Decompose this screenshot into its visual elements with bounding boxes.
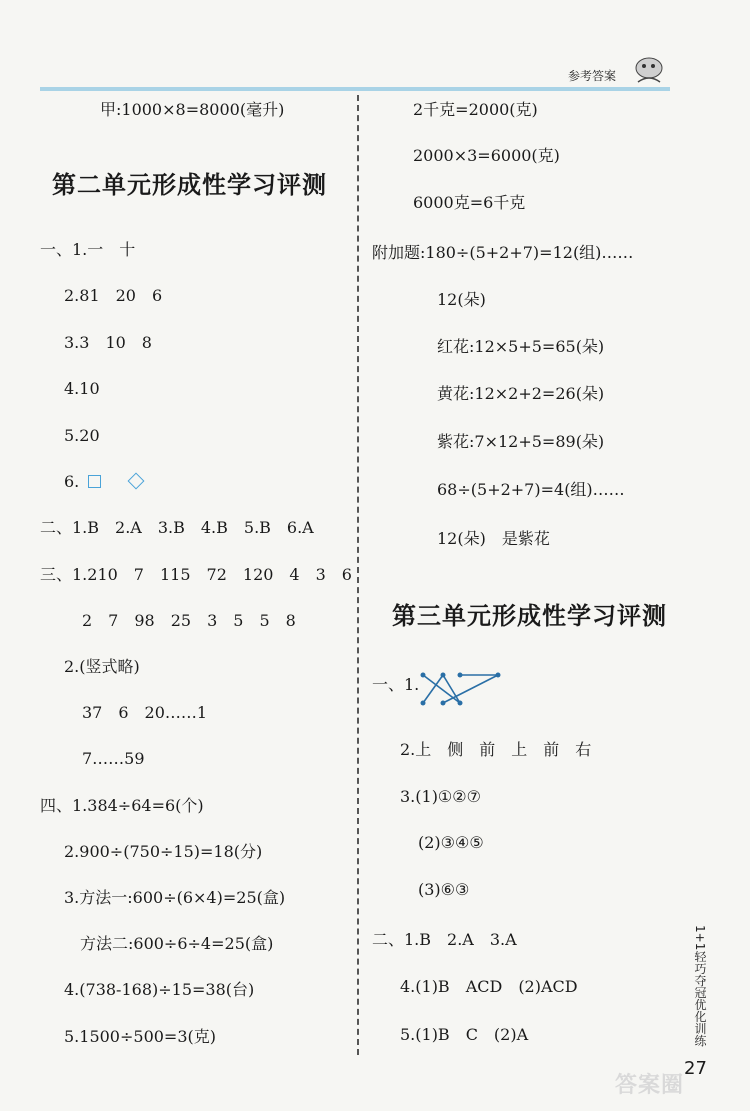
u2-s3-q2: 2.(竖式略) [64,657,140,676]
r-extra1: 附加题:180÷(5+2+7)=12(组)…… [372,243,634,262]
matching-lines-figure [418,670,504,708]
u3-s1-q3c: (3)⑥③ [418,880,470,899]
u2-s4-q5: 5.1500÷500=3(克) [64,1027,217,1046]
u3-s2-q1: 二、1.B 2.A 3.A [372,930,517,949]
u2-s1-q5: 5.20 [64,426,100,445]
r-red: 红花:12×5+5=65(朵) [437,337,605,356]
u2-s1-q4: 4.10 [64,379,100,398]
r-l2: 2000×3=6000(克) [413,146,560,165]
u3-s1-q3a: 3.(1)①②⑦ [400,787,481,806]
u2-s1-q6-label: 6. [64,472,80,491]
header-rule [40,87,670,91]
r-l3: 6000克=6千克 [413,193,526,212]
u2-s4-q2: 2.900÷(750÷15)=18(分) [64,842,263,861]
u3-s2-q4: 4.(1)B ACD (2)ACD [400,977,578,996]
u3-s1-q2: 2.上 侧 前 上 前 右 [400,740,592,759]
r-purple: 紫花:7×12+5=89(朵) [437,432,605,451]
u3-s2-q5: 5.(1)B C (2)A [400,1025,529,1044]
u2-s2: 二、1.B 2.A 3.B 4.B 5.B 6.A [40,518,314,537]
watermark: 答案圈 [615,1073,685,1098]
unit3-title: 第三单元形成性学习评测 [392,602,667,630]
u2-s4-q1: 四、1.384÷64=6(个) [40,796,204,815]
u2-s1-q1: 一、1.一 十 [40,240,136,259]
u3-s1-q3b: (2)③④⑤ [418,833,484,852]
u2-s3-q2a: 37 6 20……1 [82,703,208,722]
column-divider [357,95,359,1055]
r-l1: 2千克=2000(克) [413,100,538,119]
mascot-icon [632,56,666,86]
page-number: 27 [684,1058,707,1079]
square-icon [88,475,101,488]
diamond-icon [128,473,145,490]
u2-s1-q2: 2.81 20 6 [64,286,163,305]
u2-s3-row2: 2 7 98 25 3 5 5 8 [82,611,296,630]
u2-s1-q6 [64,472,142,492]
u2-s4-q4: 4.(738-168)÷15=38(台) [64,980,255,999]
left-intro: 甲:1000×8=8000(毫升) [100,100,285,119]
u2-s4-q3a: 3.方法一:600÷(6×4)=25(盒) [64,888,286,907]
header-label: 参考答案 [568,69,617,83]
r-calc: 68÷(5+2+7)=4(组)…… [437,480,625,499]
u2-s3-q2b: 7……59 [82,749,145,768]
series-side-label: 1+1轻巧夺冠优化训练 [693,925,707,1047]
r-yellow: 黄花:12×2+2=26(朵) [437,384,605,403]
u2-s3-row1: 三、1.210 7 115 72 120 4 3 6 [40,565,352,584]
r-extra2: 12(朵) [437,290,486,309]
u2-s1-q3: 3.3 10 8 [64,333,152,352]
u2-s4-q3b: 方法二:600÷6÷4=25(盒) [80,934,274,953]
u3-s1-q1: 一、1. [372,675,420,694]
unit2-title: 第二单元形成性学习评测 [52,171,327,199]
r-ans: 12(朵) 是紫花 [437,529,550,548]
